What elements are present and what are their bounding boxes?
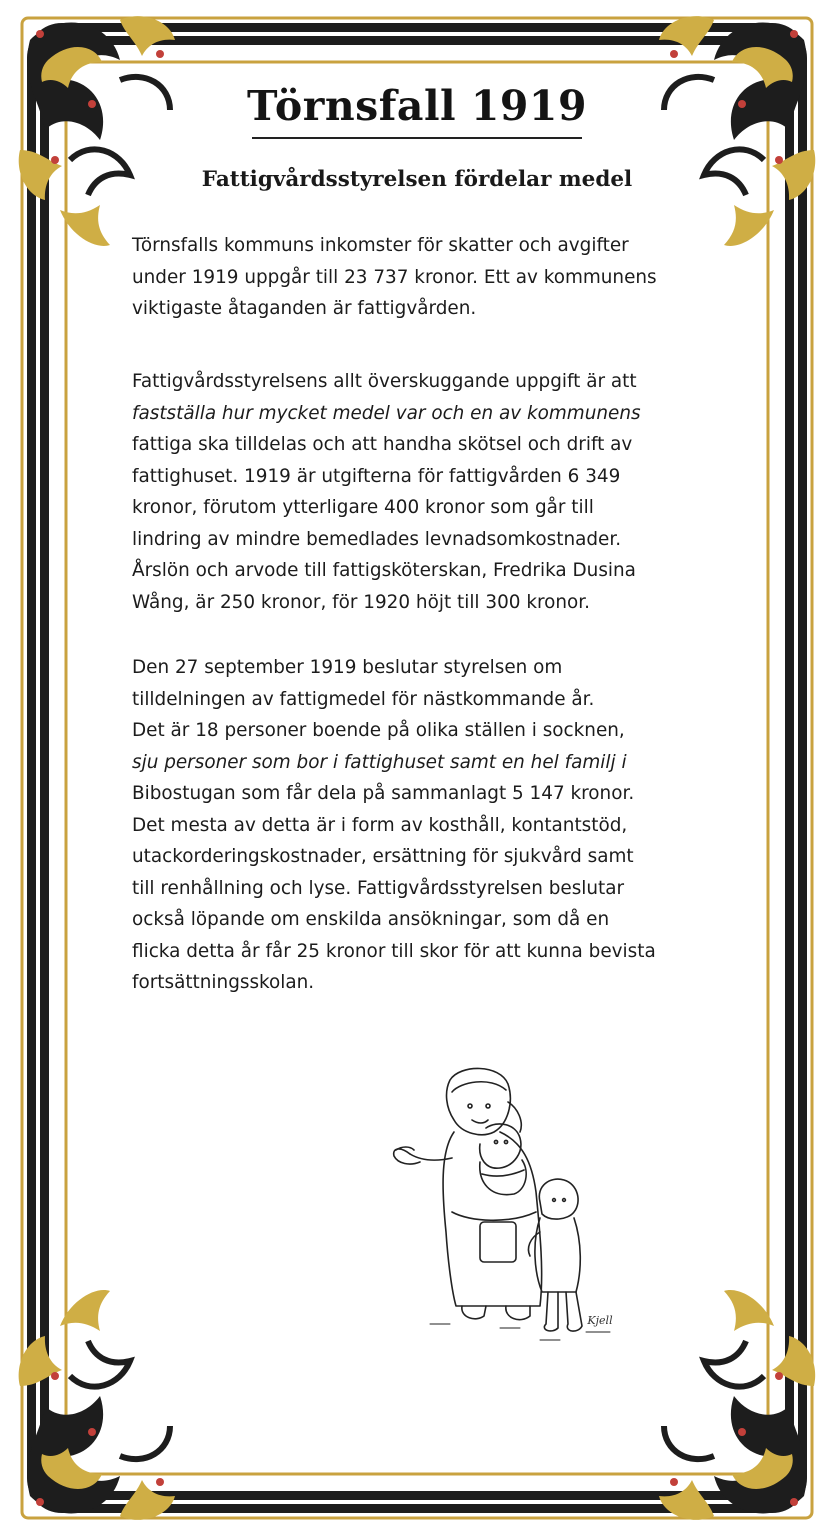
paragraph-line: Wång, är 250 kronor, för 1920 höjt till 300 kronor. [132,591,591,613]
artist-signature: Kjell [587,1314,613,1327]
paragraph-line: fattiga ska tilldelas och att handha skötsel och drift av [132,434,633,455]
paragraph-line: viktigaste åtaganden är fattigvården. [132,298,477,319]
paragraph-line: Bibostugan som får dela på sammanlagt 5 147 kronor. [132,783,635,804]
paragraph-line: under 1919 uppgår till 23 737 kronor. Ett av kommunens [132,266,657,288]
paragraph-line: Den 27 september 1919 beslutar styrelsen om [132,657,563,678]
paragraph-line: flicka detta år får 25 kronor till skor för att kunna bevista [132,940,656,962]
paragraph-line: till renhållning och lyse. Fattigvårdsstyrelsen beslutar [132,877,625,899]
paragraph-line: Det mesta av detta är i form av kosthåll, kontantstöd, [132,814,628,836]
paragraph-2 [132,366,712,618]
paragraph-line: Årslön och arvode till fattigsköterskan, Fredrika Dusina [132,560,636,581]
paragraph-line: sju personer som bor i fattighuset samt en hel familj i [132,751,627,773]
paragraph-line: utackorderingskostnader, ersättning för sjukvård samt [132,846,634,867]
paragraph-line: Det är 18 personer boende på olika ställen i socknen, [132,720,625,741]
paragraph-line: lindring av mindre bemedlades levnadsomkostnader. [132,528,622,550]
title-underline [252,137,582,139]
page-title: Törnsfall 1919 [247,82,587,130]
paragraph-line: fortsättningsskolan. [132,972,315,993]
paragraph-line: fattighuset. 1919 är utgifterna för fattigvården 6 349 [132,465,621,487]
paragraph-line: fastställa hur mycket medel var och en av kommunens [132,402,641,424]
page-subtitle: Fattigvårdsstyrelsen fördelar medel [201,167,633,192]
paragraph-line: också löpande om enskilda ansökningar, som då en [132,909,610,930]
paragraph-3 [132,652,712,999]
paragraph-line: Fattigvårdsstyrelsens allt överskuggande uppgift är att [132,371,637,392]
woman-with-children-illustration [390,1062,630,1352]
paragraph-line: Törnsfalls kommuns inkomster för skatter och avgifter [132,235,629,256]
paragraph-line: tilldelningen av fattigmedel för nästkommande år. [132,688,595,710]
paragraph-1 [132,230,712,325]
paragraph-line: kronor, förutom ytterligare 400 kronor som går till [132,497,594,518]
